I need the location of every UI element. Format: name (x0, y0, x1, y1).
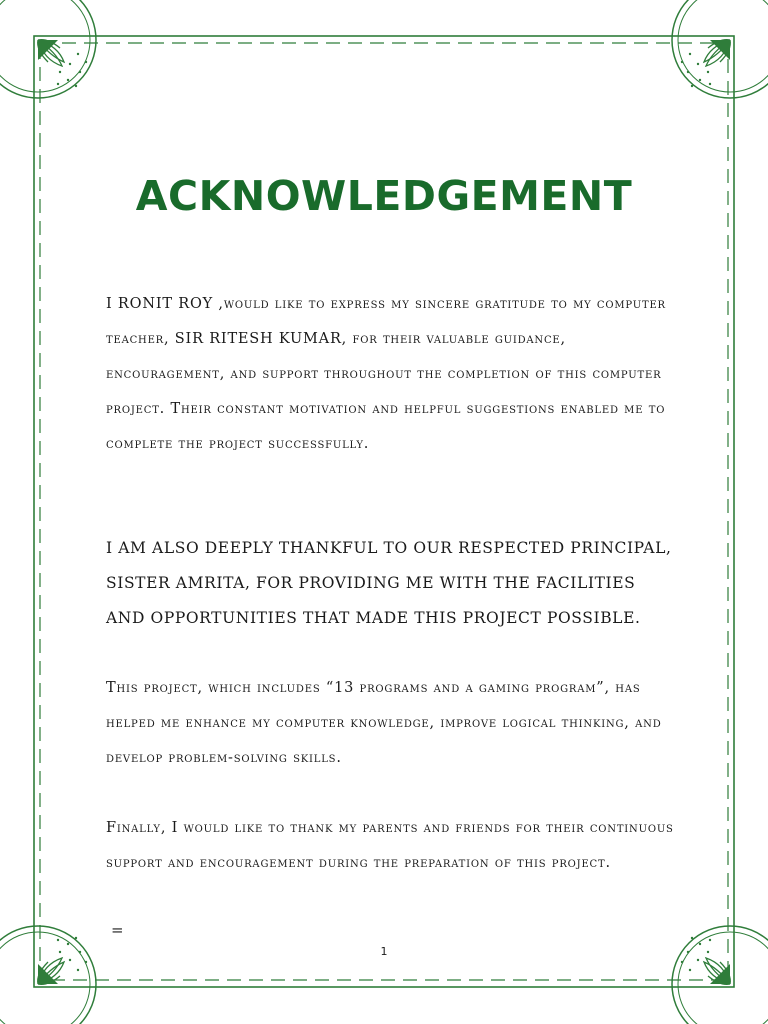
corner-ornament-icon (672, 926, 768, 1024)
stray-mark: = (111, 921, 124, 939)
page-title: ACKNOWLEDGEMENT (135, 172, 633, 220)
corner-ornament-icon (672, 0, 768, 98)
paragraph-gratitude-teacher: I RONIT ROY ,would like to express my sincere gratitude to my computer teacher, SIR RITESH KUMAR, for their valuable guidance, encouragement, and support throughout the completion of this computer project. Their constant motivation and helpful suggestions enabled me to complete the project successfully. (106, 296, 666, 452)
paragraph-principal-thanks: I AM ALSO DEEPLY THANKFUL TO OUR RESPECTED PRINCIPAL, SISTER AMRITA, FOR PROVIDING ME WITH THE FACILITIES AND OPPORTUNITIES THAT MADE THIS PROJECT POSSIBLE. (106, 539, 672, 627)
paragraph-project-description: This project, which includes “13 programs and a gaming program”, has helped me enhance my computer knowledge, improve logical thinking, and develop problem-solving skills. (106, 680, 662, 766)
corner-ornament-icon (0, 926, 96, 1024)
paragraph-family-thanks: Finally, I would like to thank my parents and friends for their continuous support and encouragement during the preparation of this project. (106, 820, 674, 871)
corner-ornament-icon (0, 0, 96, 98)
page-number: 1 (380, 945, 388, 958)
